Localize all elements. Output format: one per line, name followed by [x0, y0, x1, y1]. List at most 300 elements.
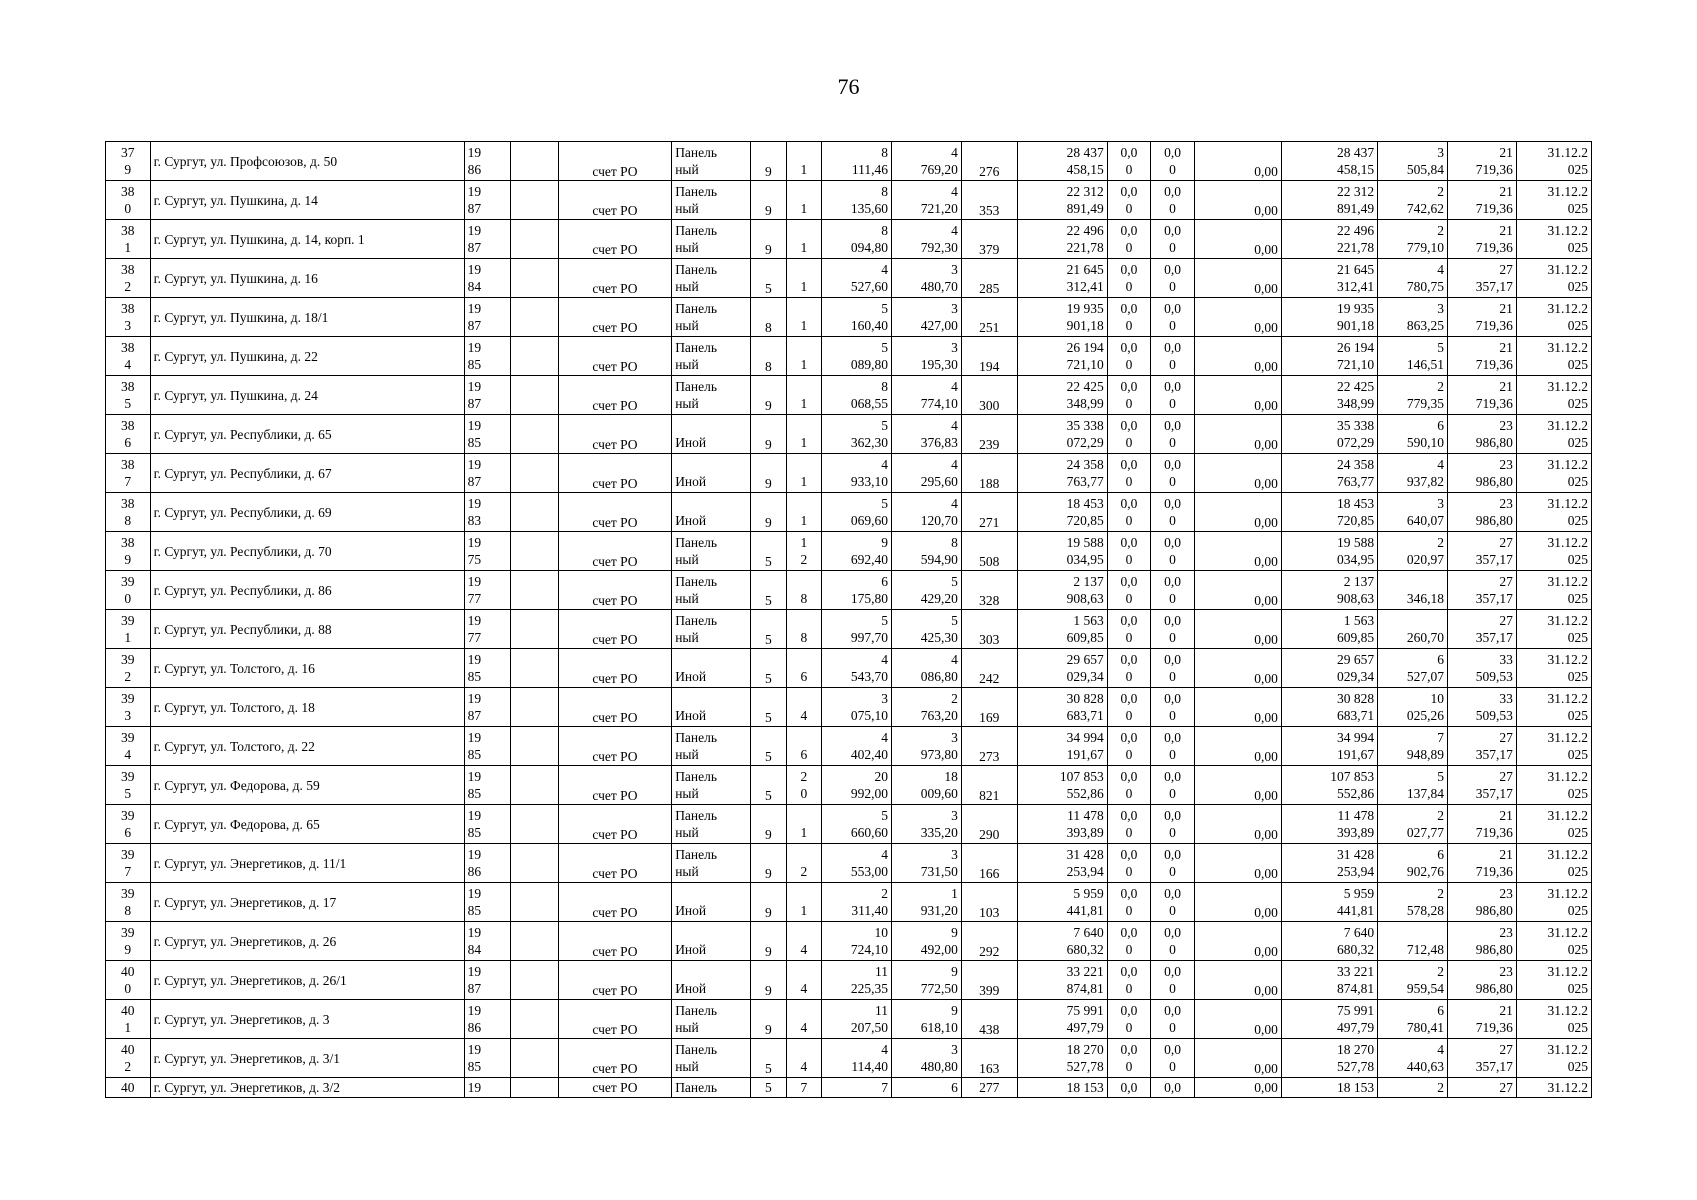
cost-limit-cell — [1448, 376, 1517, 415]
total-area-cell — [822, 727, 892, 766]
total-area-cell — [822, 922, 892, 961]
cost-per-m2-cell — [1378, 727, 1448, 766]
cost-limit-line-1: 23 — [1499, 886, 1513, 901]
entrances-line-1 — [790, 417, 818, 434]
cost-per-m2-line-1: 6 — [1437, 847, 1445, 862]
deadline-line-1: 31.12.2 — [1547, 1042, 1588, 1057]
build-year-line-2: 85 — [467, 669, 482, 684]
cost-limit-line-1: 27 — [1499, 769, 1513, 784]
fund-share-1-cell — [1107, 1039, 1151, 1078]
living-area-line-1: 9 — [951, 964, 958, 979]
fund-share-2-cell — [1151, 844, 1195, 883]
owner-funds-line-1: 1 563 — [1343, 613, 1375, 628]
fund-share-1-line-1: 0,0 — [1120, 1042, 1138, 1057]
deadline-cell — [1516, 337, 1591, 376]
fund-share-2-line-2: 0 — [1169, 1059, 1176, 1074]
cost-limit-cell — [1448, 415, 1517, 454]
total-area-line-2: 207,50 — [850, 1020, 888, 1035]
owner-funds-line-2: 720,85 — [1337, 513, 1375, 528]
entrances-line-1 — [790, 261, 818, 278]
entrances-line-2: 4 — [800, 1020, 808, 1035]
empty-cell — [511, 844, 559, 883]
entrances-line-1 — [790, 651, 818, 668]
total-cost-line-1: 22 312 — [1066, 184, 1104, 199]
fund-share-2-line-2: 0 — [1169, 591, 1176, 606]
fund-share-2-line-2: 0 — [1169, 552, 1176, 567]
row-number-line-2: 1 — [124, 1020, 132, 1035]
deadline-cell: 31.12.2 — [1516, 1078, 1591, 1098]
wall-material-cell — [672, 610, 751, 649]
row-number-line-1: 40 — [121, 964, 135, 979]
fund-share-1-cell: 0,0 — [1107, 1078, 1151, 1098]
fund-share-2-cell — [1151, 532, 1195, 571]
entrances-line-1 — [790, 963, 818, 980]
cost-per-m2-line-2: 780,75 — [1406, 279, 1445, 294]
cost-per-m2-line-1: 5 — [1437, 769, 1445, 784]
living-area-line-2: 086,80 — [920, 669, 958, 684]
owner-funds-line-2: 609,85 — [1337, 630, 1375, 645]
wall-material-cell — [672, 766, 751, 805]
entrances-line-2: 2 — [800, 552, 808, 567]
owner-funds-cell — [1281, 142, 1377, 181]
fund-share-2-line-2: 0 — [1169, 864, 1176, 879]
entrances-cell — [786, 688, 821, 727]
entrances-line-1 — [790, 1041, 818, 1058]
fund-share-3-cell: 0,00 — [1194, 610, 1281, 649]
entrances-line-2: 1 — [800, 474, 808, 489]
cost-limit-line-1: 21 — [1499, 379, 1513, 394]
total-area-cell — [822, 610, 892, 649]
build-year-line-2: 84 — [467, 942, 482, 957]
cost-limit-cell — [1448, 571, 1517, 610]
cost-per-m2-line-1 — [1381, 573, 1444, 590]
wall-material-cell — [672, 688, 751, 727]
total-area-cell — [822, 376, 892, 415]
living-area-line-1: 18 — [944, 769, 958, 784]
owner-funds-cell — [1281, 883, 1377, 922]
total-cost-line-1: 75 991 — [1066, 1003, 1104, 1018]
total-area-line-1: 4 — [881, 652, 888, 667]
build-year-line-1: 19 — [467, 301, 482, 316]
living-area-line-1: 5 — [951, 613, 958, 628]
living-area-cell: 6 — [891, 1078, 961, 1098]
total-cost-line-1: 107 853 — [1059, 769, 1104, 784]
fund-share-2-line-2: 0 — [1169, 240, 1176, 255]
wall-material-line-2: Иной — [675, 981, 707, 996]
floors-cell: 5 — [751, 571, 786, 610]
entrances-line-2: 1 — [800, 240, 808, 255]
fund-share-2-cell — [1151, 883, 1195, 922]
entrances-line-2: 6 — [800, 669, 808, 684]
build-year-cell — [464, 415, 511, 454]
cost-limit-cell — [1448, 649, 1517, 688]
build-year-line-1: 19 — [467, 262, 482, 277]
cost-limit-cell — [1448, 532, 1517, 571]
deadline-line-2: 025 — [1567, 513, 1588, 528]
table-row — [106, 961, 1592, 1000]
fund-share-2-line-2: 0 — [1169, 435, 1176, 450]
row-number-line-1: 38 — [121, 535, 135, 550]
owner-funds-cell — [1281, 532, 1377, 571]
living-area-line-1: 4 — [951, 652, 958, 667]
row-number-line-1: 40 — [121, 1042, 135, 1057]
fund-share-1-line-2: 0 — [1125, 747, 1133, 762]
build-year-cell — [464, 805, 511, 844]
cost-per-m2-line-2: 346,18 — [1406, 591, 1445, 606]
total-cost-line-1: 19 588 — [1066, 535, 1104, 550]
build-year-line-1: 19 — [467, 574, 482, 589]
account-type-cell: счет РО — [558, 415, 671, 454]
entrances-cell — [786, 922, 821, 961]
total-area-line-1: 20 — [874, 769, 888, 784]
living-area-line-2: 763,20 — [920, 708, 958, 723]
cost-limit-cell: 27 — [1448, 1078, 1517, 1098]
total-cost-line-2: 552,86 — [1066, 786, 1104, 801]
cost-limit-line-1: 21 — [1499, 808, 1513, 823]
fund-share-2-cell — [1151, 337, 1195, 376]
total-area-line-1: 5 — [881, 301, 888, 316]
cost-per-m2-line-1: 2 — [1437, 964, 1445, 979]
fund-share-1-line-1: 0,0 — [1120, 496, 1138, 511]
deadline-line-1: 31.12.2 — [1547, 1003, 1588, 1018]
row-number-cell — [106, 805, 151, 844]
living-area-line-1: 3 — [951, 301, 958, 316]
fund-share-2-line-2: 0 — [1169, 942, 1176, 957]
fund-share-2-line-2: 0 — [1169, 630, 1176, 645]
fund-share-1-cell — [1107, 883, 1151, 922]
fund-share-1-line-1: 0,0 — [1120, 418, 1138, 433]
cost-per-m2-cell — [1378, 454, 1448, 493]
row-number-line-1: 38 — [121, 184, 135, 199]
total-cost-cell — [1017, 844, 1107, 883]
row-number-cell — [106, 883, 151, 922]
row-number-cell — [106, 454, 151, 493]
total-area-line-2: 160,40 — [850, 318, 888, 333]
entrances-cell — [786, 532, 821, 571]
deadline-line-2: 025 — [1567, 162, 1588, 177]
build-year-cell — [464, 688, 511, 727]
owner-funds-cell — [1281, 181, 1377, 220]
wall-material-line-1 — [675, 417, 747, 434]
account-type-cell: счет РО — [558, 1000, 671, 1039]
row-number-line-1: 37 — [121, 145, 135, 160]
living-area-line-1: 2 — [951, 691, 958, 706]
build-year-line-1: 19 — [467, 379, 482, 394]
cost-per-m2-line-1: 4 — [1437, 457, 1445, 472]
owner-funds-line-2: 497,79 — [1337, 1020, 1375, 1035]
cost-limit-line-2: 719,36 — [1475, 825, 1513, 840]
total-area-cell — [822, 688, 892, 727]
cost-limit-cell — [1448, 805, 1517, 844]
total-area-line-2: 175,80 — [850, 591, 888, 606]
living-area-line-2: 721,20 — [920, 201, 958, 216]
total-area-line-1: 4 — [881, 262, 888, 277]
cost-limit-line-2: 357,17 — [1475, 279, 1513, 294]
deadline-cell — [1516, 220, 1591, 259]
cost-per-m2-line-2: 959,54 — [1406, 981, 1445, 996]
fund-share-3-cell: 0,00 — [1194, 415, 1281, 454]
build-year-line-2: 77 — [467, 630, 482, 645]
cost-per-m2-cell — [1378, 1000, 1448, 1039]
fund-share-1-line-1: 0,0 — [1120, 691, 1138, 706]
deadline-line-2: 025 — [1567, 552, 1588, 567]
deadline-cell — [1516, 376, 1591, 415]
cost-per-m2-cell — [1378, 649, 1448, 688]
account-type-cell: счет РО — [558, 454, 671, 493]
deadline-cell — [1516, 844, 1591, 883]
build-year-line-2: 85 — [467, 747, 482, 762]
empty-cell — [511, 883, 559, 922]
build-year-line-1: 19 — [467, 184, 482, 199]
total-area-cell — [822, 532, 892, 571]
residents-cell: 103 — [961, 883, 1017, 922]
empty-cell — [511, 922, 559, 961]
build-year-cell — [464, 727, 511, 766]
deadline-cell — [1516, 259, 1591, 298]
floors-cell: 9 — [751, 493, 786, 532]
fund-share-1-line-2: 0 — [1125, 825, 1133, 840]
empty-cell — [511, 1039, 559, 1078]
total-cost-cell — [1017, 688, 1107, 727]
entrances-cell — [786, 1000, 821, 1039]
build-year-line-2: 85 — [467, 1059, 482, 1074]
living-area-cell — [891, 766, 961, 805]
owner-funds-cell — [1281, 337, 1377, 376]
living-area-cell — [891, 454, 961, 493]
deadline-line-2: 025 — [1567, 357, 1588, 372]
fund-share-1-cell — [1107, 844, 1151, 883]
floors-cell: 5 — [751, 649, 786, 688]
cost-limit-cell — [1448, 493, 1517, 532]
cost-per-m2-line-2: 863,25 — [1406, 318, 1445, 333]
fund-share-3-cell: 0,00 — [1194, 1000, 1281, 1039]
build-year-line-1: 19 — [467, 145, 482, 160]
deadline-line-1: 31.12.2 — [1547, 457, 1588, 472]
wall-material-line-2: ный — [675, 1020, 699, 1035]
cost-limit-line-1: 23 — [1499, 457, 1513, 472]
cost-limit-line-2: 719,36 — [1475, 318, 1513, 333]
total-cost-cell — [1017, 415, 1107, 454]
fund-share-1-line-1: 0,0 — [1120, 652, 1138, 667]
cost-limit-line-2: 357,17 — [1475, 591, 1513, 606]
row-number-line-1: 39 — [121, 691, 135, 706]
wall-material-cell — [672, 1000, 751, 1039]
row-number-cell — [106, 727, 151, 766]
residents-cell: 239 — [961, 415, 1017, 454]
build-year-cell — [464, 571, 511, 610]
floors-cell: 9 — [751, 376, 786, 415]
address-cell: г. Сургут, ул. Энергетиков, д. 3/2 — [150, 1078, 464, 1098]
owner-funds-line-2: 874,81 — [1337, 981, 1375, 996]
build-year-line-1: 19 — [467, 925, 482, 940]
wall-material-cell — [672, 922, 751, 961]
total-cost-line-2: 763,77 — [1066, 474, 1104, 489]
cost-limit-line-2: 719,36 — [1475, 162, 1513, 177]
entrances-line-1 — [790, 300, 818, 317]
fund-share-3-cell: 0,00 — [1194, 493, 1281, 532]
owner-funds-cell — [1281, 493, 1377, 532]
row-number-cell — [106, 493, 151, 532]
row-number-line-1: 38 — [121, 262, 135, 277]
total-cost-cell — [1017, 766, 1107, 805]
row-number-line-1: 38 — [121, 418, 135, 433]
fund-share-1-line-1: 0,0 — [1120, 457, 1138, 472]
total-cost-cell: 18 153 — [1017, 1078, 1107, 1098]
floors-cell: 9 — [751, 454, 786, 493]
cost-limit-line-2: 719,36 — [1475, 201, 1513, 216]
living-area-cell — [891, 493, 961, 532]
account-type-cell: счет РО — [558, 181, 671, 220]
cost-per-m2-cell — [1378, 298, 1448, 337]
deadline-line-1: 31.12.2 — [1547, 808, 1588, 823]
table-row — [106, 181, 1592, 220]
table-row — [106, 415, 1592, 454]
account-type-cell: счет РО — [558, 805, 671, 844]
cost-per-m2-cell — [1378, 610, 1448, 649]
fund-share-1-line-1: 0,0 — [1120, 964, 1138, 979]
total-cost-line-2: 720,85 — [1066, 513, 1104, 528]
owner-funds-line-2: 312,41 — [1337, 279, 1375, 294]
total-area-line-2: 111,46 — [851, 162, 888, 177]
table-row — [106, 337, 1592, 376]
living-area-line-2: 772,50 — [920, 981, 958, 996]
entrances-line-1 — [790, 729, 818, 746]
fund-share-1-cell — [1107, 259, 1151, 298]
fund-share-3-cell: 0,00 — [1194, 1039, 1281, 1078]
residents-cell: 166 — [961, 844, 1017, 883]
living-area-line-2: 009,60 — [920, 786, 958, 801]
fund-share-3-cell: 0,00 — [1194, 532, 1281, 571]
owner-funds-line-2: 763,77 — [1337, 474, 1375, 489]
cost-limit-cell — [1448, 1039, 1517, 1078]
row-number-line-2: 2 — [124, 1059, 132, 1074]
fund-share-2-line-2: 0 — [1169, 357, 1176, 372]
row-number-line-2: 0 — [124, 201, 132, 216]
deadline-line-2: 025 — [1567, 1059, 1588, 1074]
build-year-line-2: 87 — [467, 474, 482, 489]
deadline-line-2: 025 — [1567, 1020, 1588, 1035]
empty-cell — [511, 181, 559, 220]
row-number-line-1: 38 — [121, 223, 135, 238]
deadline-line-2: 025 — [1567, 630, 1588, 645]
living-area-line-2: 480,80 — [920, 1059, 958, 1074]
living-area-cell — [891, 298, 961, 337]
fund-share-2-line-1: 0,0 — [1164, 730, 1181, 745]
entrances-cell — [786, 337, 821, 376]
total-area-line-1: 11 — [874, 964, 888, 979]
living-area-line-2: 594,90 — [920, 552, 958, 567]
address-cell: г. Сургут, ул. Пушкина, д. 18/1 — [150, 298, 464, 337]
fund-share-3-cell: 0,00 — [1194, 766, 1281, 805]
fund-share-1-cell — [1107, 922, 1151, 961]
owner-funds-cell — [1281, 415, 1377, 454]
owner-funds-line-2: 908,63 — [1337, 591, 1375, 606]
address-cell: г. Сургут, ул. Пушкина, д. 14 — [150, 181, 464, 220]
wall-material-cell — [672, 883, 751, 922]
living-area-line-2: 120,70 — [920, 513, 958, 528]
deadline-line-2: 025 — [1567, 864, 1588, 879]
row-number-line-2: 5 — [124, 396, 132, 411]
address-cell: г. Сургут, ул. Республики, д. 70 — [150, 532, 464, 571]
owner-funds-cell — [1281, 688, 1377, 727]
row-number-cell — [106, 1039, 151, 1078]
cost-per-m2-line-2: 578,28 — [1406, 903, 1445, 918]
cost-per-m2-line-2: 137,84 — [1406, 786, 1445, 801]
total-cost-cell — [1017, 961, 1107, 1000]
total-cost-line-2: 874,81 — [1066, 981, 1104, 996]
total-area-cell — [822, 649, 892, 688]
owner-funds-line-1: 35 338 — [1337, 418, 1375, 433]
wall-material-line-1 — [675, 885, 747, 902]
cost-per-m2-line-1: 6 — [1437, 418, 1445, 433]
living-area-line-2: 427,00 — [920, 318, 958, 333]
address-cell: г. Сургут, ул. Пушкина, д. 22 — [150, 337, 464, 376]
owner-funds-line-2: 253,94 — [1337, 864, 1375, 879]
total-area-cell — [822, 220, 892, 259]
fund-share-2-cell — [1151, 181, 1195, 220]
address-cell: г. Сургут, ул. Федорова, д. 59 — [150, 766, 464, 805]
fund-share-1-line-1: 0,0 — [1120, 535, 1138, 550]
table-row — [106, 727, 1592, 766]
address-cell: г. Сургут, ул. Профсоюзов, д. 50 — [150, 142, 464, 181]
total-area-cell: 7 — [822, 1078, 892, 1098]
cost-limit-line-1: 21 — [1499, 184, 1513, 199]
cost-per-m2-cell — [1378, 259, 1448, 298]
total-area-line-2: 992,00 — [850, 786, 888, 801]
living-area-cell — [891, 688, 961, 727]
fund-share-1-line-1: 0,0 — [1120, 808, 1138, 823]
owner-funds-cell — [1281, 376, 1377, 415]
cost-per-m2-cell — [1378, 337, 1448, 376]
table-row — [106, 142, 1592, 181]
entrances-line-2: 1 — [800, 513, 808, 528]
fund-share-2-cell — [1151, 1000, 1195, 1039]
living-area-cell — [891, 1000, 961, 1039]
fund-share-2-line-1: 0,0 — [1164, 457, 1181, 472]
cost-limit-cell — [1448, 454, 1517, 493]
build-year-line-1: 19 — [467, 808, 482, 823]
build-year-line-1: 19 — [467, 418, 482, 433]
address-cell: г. Сургут, ул. Пушкина, д. 16 — [150, 259, 464, 298]
cost-limit-line-1: 27 — [1499, 1042, 1513, 1057]
fund-share-2-line-2: 0 — [1169, 1020, 1176, 1035]
address-cell: г. Сургут, ул. Пушкина, д. 24 — [150, 376, 464, 415]
deadline-line-1: 31.12.2 — [1547, 730, 1588, 745]
owner-funds-line-1: 7 640 — [1343, 925, 1375, 940]
cost-limit-cell — [1448, 298, 1517, 337]
entrances-line-2: 1 — [800, 357, 808, 372]
build-year-line-2: 77 — [467, 591, 482, 606]
total-area-line-2: 094,80 — [850, 240, 888, 255]
total-area-line-1: 5 — [881, 808, 888, 823]
cost-limit-cell — [1448, 1000, 1517, 1039]
deadline-cell — [1516, 142, 1591, 181]
total-cost-line-1: 35 338 — [1066, 418, 1104, 433]
row-number-cell — [106, 571, 151, 610]
row-number-line-2: 7 — [124, 474, 132, 489]
fund-share-2-line-1: 0,0 — [1164, 184, 1181, 199]
owner-funds-cell — [1281, 571, 1377, 610]
cost-per-m2-cell — [1378, 961, 1448, 1000]
deadline-line-2: 025 — [1567, 474, 1588, 489]
deadline-line-1: 31.12.2 — [1547, 847, 1588, 862]
build-year-cell — [464, 298, 511, 337]
wall-material-line-2: Иной — [675, 708, 707, 723]
build-year-cell — [464, 844, 511, 883]
cost-limit-cell — [1448, 766, 1517, 805]
wall-material-line-2: ный — [675, 552, 699, 567]
wall-material-cell — [672, 415, 751, 454]
